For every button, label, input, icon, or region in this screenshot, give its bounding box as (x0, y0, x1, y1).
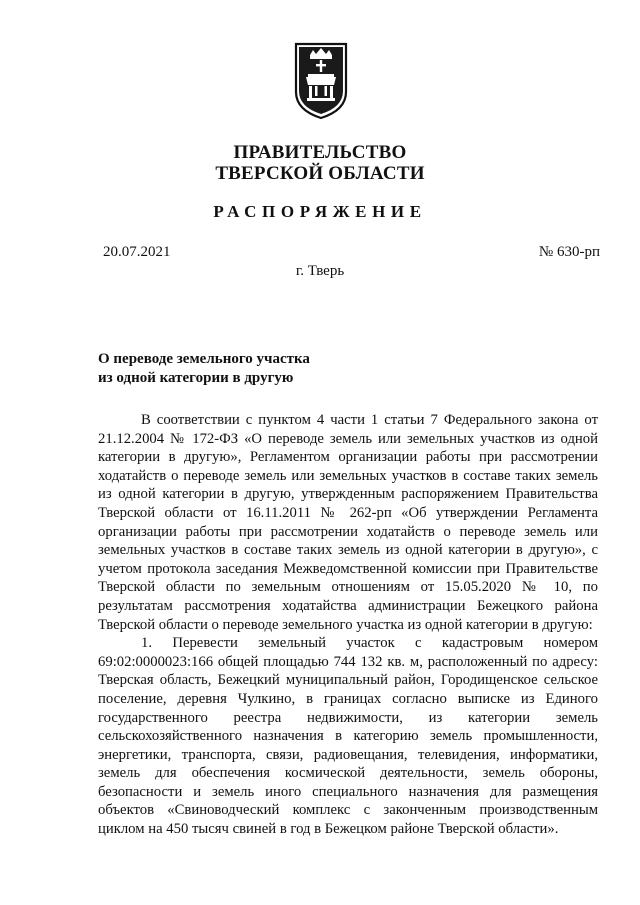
document-type-title: РАСПОРЯЖЕНИЕ (213, 202, 427, 221)
subject-line2: из одной категории в другую (98, 370, 294, 386)
document-body (98, 411, 598, 839)
document-number: № 630-рп (538, 244, 600, 260)
document-subject (98, 350, 398, 388)
preamble-paragraph: В соответствии с пунктом 4 части 1 статьи 7 Федерального закона от 21.12.2004 № 172-ФЗ «О переводе земель или земельных участков из одной категории в другую», Регламентом организации работы при рассмотрении ходатайств о переводе земель или земельных участков в составе таких земель из одной категории в другую, утвержденным распоряжением Правительства Тверской области от 16.11.2011 № 262-рп «Об утверждении Регламента организации работы при рассмотрении ходатайств о переводе земель или земельных участков в составе таких земель из одной категории в другую», с учетом протокола заседания Межведомственной комиссии при Правительстве Тверской области по земельным отношениям от 15.05.2020 № 10, по результатам рассмотрения ходатайства администрации Бежецкого района Тверской области о переводе земельного участка из одной категории в другую: (98, 412, 598, 633)
org-name-line1: ПРАВИТЕЛЬСТВО (233, 142, 407, 163)
subject-line1: О переводе земельного участка (98, 351, 310, 367)
document-date: 20.07.2021 (103, 244, 171, 260)
org-name-line2: ТВЕРСКОЙ ОБЛАСТИ (215, 163, 425, 184)
clause-1-paragraph: 1. Перевести земельный участок с кадастровым номером 69:02:0000023:166 общей площадью 744 132 кв. м, расположенный по адресу: Тверская область, Бежецкий муниципальный район, Городищенское сельское поселение, деревня Чулкино, в границах согласно выписке из Единого государственного реестра недвижимости, из категории земель сельскохозяйственного назначения в категорию земель промышленности, энергетики, транспорта, связи, радиовещания, телевидения, информатики, земель для обеспечения космической деятельности, земель обороны, безопасности и земель иного специального назначения для размещения объектов «Свиноводческий комплекс с законченным производственным циклом на 450 тысяч свиней в год в Бежецком районе Тверской области». (98, 635, 598, 838)
tver-coat-of-arms-icon (293, 40, 349, 120)
document-city: г. Тверь (295, 263, 345, 279)
